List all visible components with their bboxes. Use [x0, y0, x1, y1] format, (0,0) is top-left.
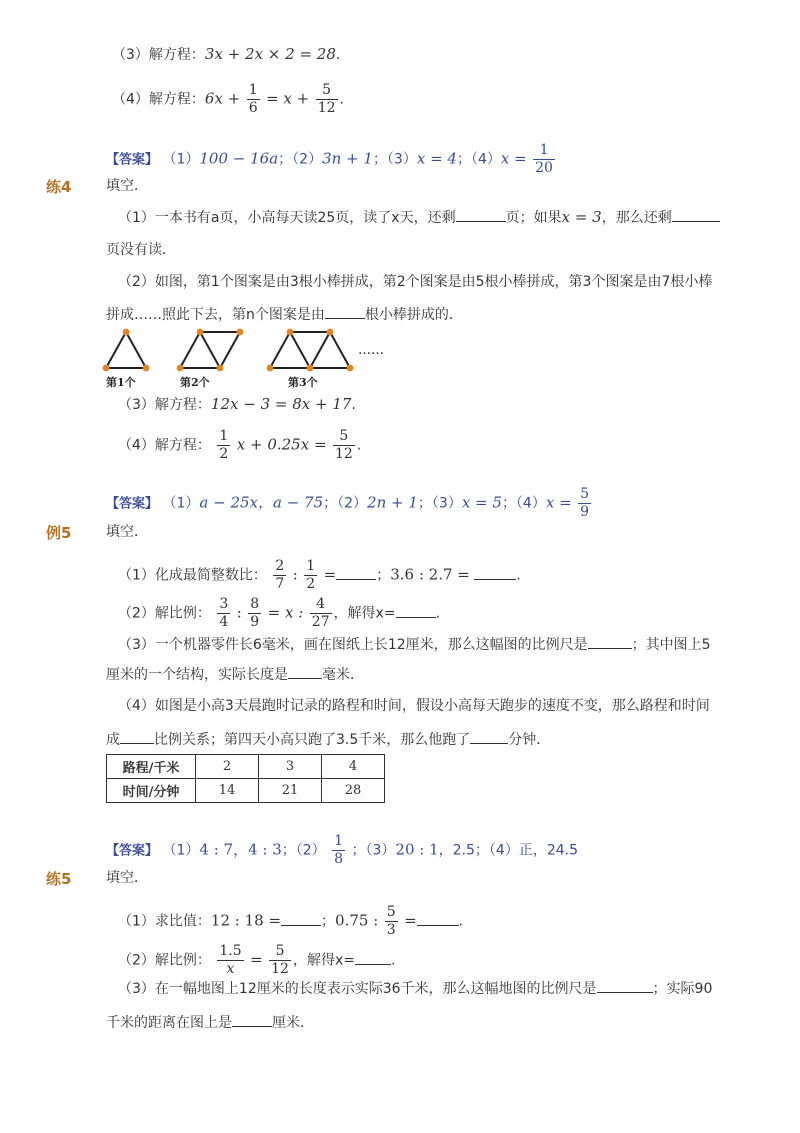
lian5-intro: 填空． [106, 870, 148, 886]
answer-blank[interactable] [588, 634, 632, 649]
lian4-q1: （1）一本书有a页，小高每天读25页，读了x天，还剩 页；如果x = 3，那么还剩 [118, 207, 720, 228]
distance-time-table [106, 754, 385, 803]
li5-q3: （3）一个机器零件长6毫米，画在图纸上长12厘米，那么这幅图的比例尺是 ；其中图上5 [118, 634, 711, 655]
answer-blank[interactable] [597, 978, 653, 993]
lian4-q1-cont: 页没有读． [106, 242, 176, 258]
li5-q4: （4）如图是小高3天晨跑时记录的路程和时间，假设小高每天跑步的速度不变，那么路程和时间 [118, 698, 710, 714]
table-row [107, 755, 385, 779]
table-header-cell: 路程/千米 [107, 755, 196, 779]
answer-blank[interactable] [120, 729, 154, 744]
figure-ellipsis: …… [358, 343, 384, 358]
example-tag-li5: 例5 [46, 524, 72, 542]
fraction: $\frac{5}{12}$ [271, 943, 289, 977]
lian4-q2: （2）如图，第1个图案是由3根小棒拼成，第2个图案是由5根小棒拼成，第3个图案是由7根小棒 [118, 274, 713, 290]
top-q4: （4）解方程：6x + $\frac{1}{6}$ = x + $\frac{5}{12}$ . [112, 82, 344, 116]
fraction: $\frac{2}{7}$ [275, 558, 285, 592]
answer-blank[interactable] [325, 304, 365, 319]
table-header-cell: 时间/分钟 [107, 779, 196, 803]
answer-blank[interactable] [281, 911, 321, 926]
fraction: $\frac{1.5}{x}$ [219, 943, 242, 977]
exercise-tag-lian5: 练5 [46, 870, 72, 888]
li5-q3-cont: 厘米的一个结构，实际长度是 毫米． [106, 664, 364, 685]
answer-block-3: 【答案】 （1）4 : 7，4 : 3；（2） $\frac{1}{8}$ ；（3）20 : 1，2.5；（4）正，24.5 [106, 833, 578, 867]
fraction: $\frac{5}{3}$ [386, 904, 396, 938]
answer-blank[interactable] [288, 664, 322, 679]
li5-intro: 填空． [106, 524, 148, 540]
fraction: $\frac{1}{20}$ [535, 142, 553, 176]
fraction: $\frac{1}{2}$ [219, 428, 229, 462]
answer-block-1: 【答案】 （1）100 − 16a；（2）3n + 1；（3）x = 4；（4）x = $\frac{1}{20}$ [106, 142, 553, 176]
table-cell: 2 [196, 755, 259, 779]
table-row [107, 779, 385, 803]
answer-blank[interactable] [232, 1012, 272, 1027]
answer-blank[interactable] [336, 565, 376, 580]
lian5-q1: （1）求比值：12 : 18 = ；0.75 : $\frac{5}{3}$ = . [118, 904, 464, 938]
fraction: $\frac{3}{4}$ [219, 596, 229, 630]
answer-blank[interactable] [672, 207, 720, 222]
exercise-tag-lian4: 练4 [46, 178, 72, 196]
lian4-q3: （3）解方程：12x − 3 = 8x + 17. [118, 395, 356, 413]
fraction: $\frac{5}{12}$ [317, 82, 336, 116]
table-cell: 4 [322, 755, 385, 779]
fraction: $\frac{5}{9}$ [580, 486, 590, 520]
lian4-q2-cont: 拼成……照此下去，第n个图案是由 根小棒拼成的． [106, 304, 463, 325]
answer-blank[interactable] [456, 207, 506, 222]
li5-q1: （1）化成最简整数比： $\frac{2}{7}$ : $\frac{1}{2}$ = ；3.6 : 2.7 = . [118, 558, 521, 592]
answer-blank[interactable] [396, 603, 436, 618]
top-q3: （3）解方程：3x + 2x × 2 = 28. [112, 45, 341, 63]
answer-tag: 【答案】 [106, 843, 159, 859]
equation: 3x + 2x × 2 = 28 [204, 45, 336, 63]
fraction: $\frac{4}{27}$ [311, 596, 330, 630]
fraction: $\frac{1}{2}$ [306, 558, 316, 592]
answer-tag: 【答案】 [106, 496, 159, 512]
table-cell: 3 [259, 755, 322, 779]
answer-blank[interactable] [474, 565, 516, 580]
table-cell: 28 [322, 779, 385, 803]
fraction: $\frac{1}{6}$ [248, 82, 258, 116]
answer-blank[interactable] [470, 729, 508, 744]
figure-label-1: 第1个 [106, 376, 136, 389]
answer-blank[interactable] [355, 950, 391, 965]
answer-blank[interactable] [417, 911, 459, 926]
li5-q2: （2）解比例： $\frac{3}{4}$ : $\frac{8}{9}$ = x : $\frac{4}{27}$ ，解得x= . [118, 596, 441, 630]
figure-label-3: 第3个 [288, 376, 318, 389]
matchstick-figure [100, 326, 400, 392]
table-cell: 21 [259, 779, 322, 803]
li5-q4-cont: 成 比例关系；第四天小高只跑了3.5千米，那么他跑了 分钟． [106, 729, 550, 750]
lian5-q3: （3）在一幅地图上12厘米的长度表示实际36千米，那么这幅地图的比例尺是 ；实际90 [118, 978, 712, 999]
lian5-q3-cont: 千米的距离在图上是 厘米． [106, 1012, 314, 1033]
lian4-intro: 填空． [106, 178, 148, 194]
lian5-q2: （2）解比例： $\frac{1.5}{x}$ = $\frac{5}{12}$ ，解得x= . [118, 943, 396, 977]
fraction: $\frac{5}{12}$ [334, 428, 353, 462]
answer-block-2: 【答案】 （1）a − 25x，a − 75；（2）2n + 1；（3）x = 5；（4）x = $\frac{5}{9}$ [106, 486, 590, 520]
table-cell: 14 [196, 779, 259, 803]
answer-tag: 【答案】 [106, 152, 159, 168]
figure-label-2: 第2个 [180, 376, 210, 389]
fraction: $\frac{1}{8}$ [334, 833, 344, 867]
fraction: $\frac{8}{9}$ [250, 596, 260, 630]
lian4-q4: （4）解方程： $\frac{1}{2}$ x + 0.25x = $\frac{5}{12}$ . [118, 428, 362, 462]
